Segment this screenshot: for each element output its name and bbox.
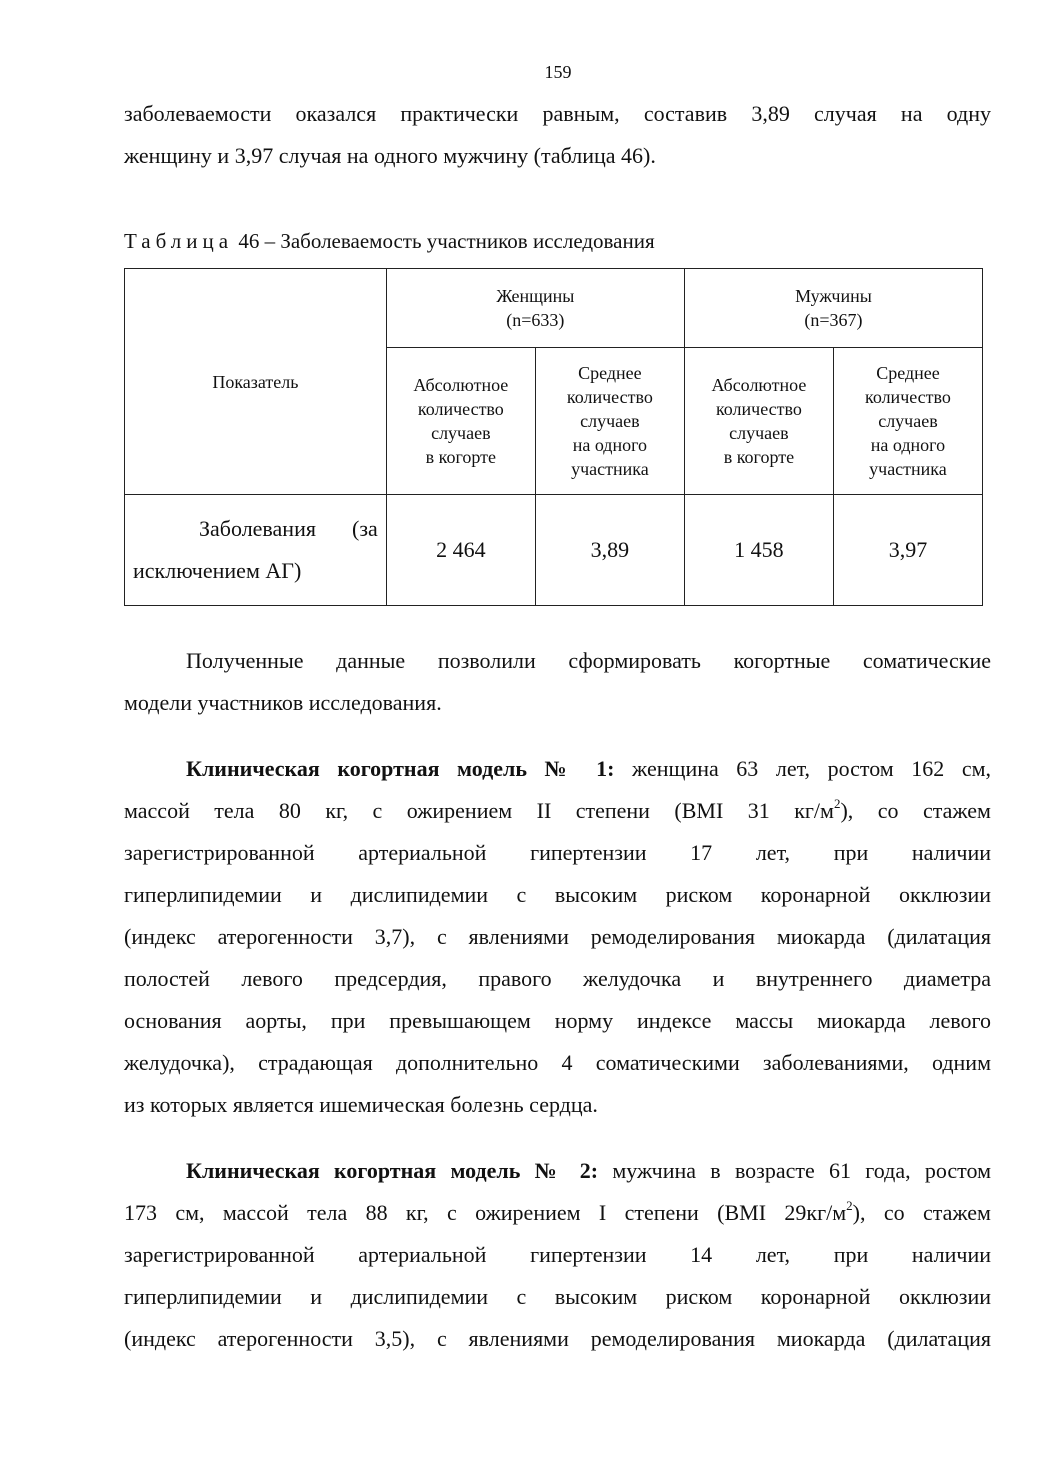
model-1-line-8: желудочка), страдающая дополнительно 4 соматическими заболеваниями, одним	[124, 1050, 991, 1075]
row-label-diseases: Заболевания (за исключением АГ)	[125, 495, 387, 606]
conclusion-line-1: Полученные данные позволили сформировать когортные соматические	[186, 648, 991, 673]
model-1-line-6: полостей левого предсердия, правого желудочка и внутреннего диаметра	[124, 966, 991, 991]
model-2-line-3: зарегистрированной артериальной гипертензии 14 лет, при наличии	[124, 1242, 991, 1267]
model-2-line-5: (индекс атерогенности 3,5), с явлениями ремоделирования миокарда (дилатация	[124, 1326, 991, 1351]
header-men-n: (n=367)	[804, 310, 863, 330]
model-2-paragraph	[124, 1150, 991, 1360]
model-2-line-1: Клиническая когортная модель № 2: мужчина в возрасте 61 года, ростом	[186, 1158, 992, 1183]
page-number: 159	[544, 62, 572, 82]
header-women-n: (n=633)	[506, 310, 565, 330]
cell-men-average: 3,97	[833, 495, 982, 606]
model-1-line-4: гиперлипидемии и дислипидемии с высоким риском коронарной окклюзии	[124, 882, 991, 907]
model-1-line-3: зарегистрированной артериальной гипертензии 17 лет, при наличии	[124, 840, 991, 865]
model-1-line-5: (индекс атерогенности 3,7), с явлениями ремоделирования миокарда (дилатация	[124, 924, 991, 949]
header-women-average: Среднее количество случаев на одного участника	[535, 348, 684, 495]
model-2-line-4: гиперлипидемии и дислипидемии с высоким риском коронарной окклюзии	[124, 1284, 991, 1309]
header-men-absolute: Абсолютное количество случаев в когорте	[684, 348, 833, 495]
table-caption	[124, 226, 655, 256]
conclusion-paragraph	[124, 640, 991, 724]
morbidity-table	[124, 268, 983, 606]
model-1-line-7: основания аорты, при превышающем норму индексе массы миокарда левого	[124, 1008, 991, 1033]
header-women-label: Женщины	[496, 286, 575, 306]
header-group-women	[386, 269, 684, 348]
header-men-average: Среднее количество случаев на одного участника	[833, 348, 982, 495]
table-row	[125, 495, 983, 606]
cell-men-absolute: 1 458	[684, 495, 833, 606]
conclusion-line-2: модели участников исследования.	[124, 690, 442, 715]
header-group-men	[684, 269, 982, 348]
model-2-title: Клиническая когортная модель № 2:	[186, 1158, 599, 1183]
superscript-2: 2	[846, 1197, 853, 1213]
model-1-title: Клиническая когортная модель № 1:	[186, 756, 615, 781]
table-caption-label: Таблица	[124, 229, 234, 253]
model-2-line-2: 173 см, массой тела 88 кг, с ожирением I степени (BMI $29кг/м^2$), со стажем	[124, 1197, 991, 1225]
model-1-line-2: массой тела 80 кг, с ожирением II степени (BMI 31 $кг/м^2$), со стажем	[124, 795, 991, 823]
header-women-absolute: Абсолютное количество случаев в когорте	[386, 348, 535, 495]
cell-women-absolute: 2 464	[386, 495, 535, 606]
model-1-line-9: из которых является ишемическая болезнь сердца.	[124, 1092, 598, 1117]
header-indicator: Показатель	[125, 269, 387, 495]
intro-paragraph	[124, 93, 991, 177]
model-1-line-1: Клиническая когортная модель № 1: женщина 63 лет, ростом 162 см,	[186, 756, 992, 781]
header-men-label: Мужчины	[795, 286, 872, 306]
intro-line-2: женщину и 3,97 случая на одного мужчину (таблица 46).	[124, 143, 656, 168]
intro-line-1: заболеваемости оказался практически равным, составив 3,89 случая на одну	[124, 101, 991, 126]
model-1-paragraph	[124, 748, 991, 1126]
superscript-2: 2	[833, 795, 841, 811]
table-caption-title: 46 – Заболеваемость участников исследования	[233, 229, 655, 253]
cell-women-average: 3,89	[535, 495, 684, 606]
